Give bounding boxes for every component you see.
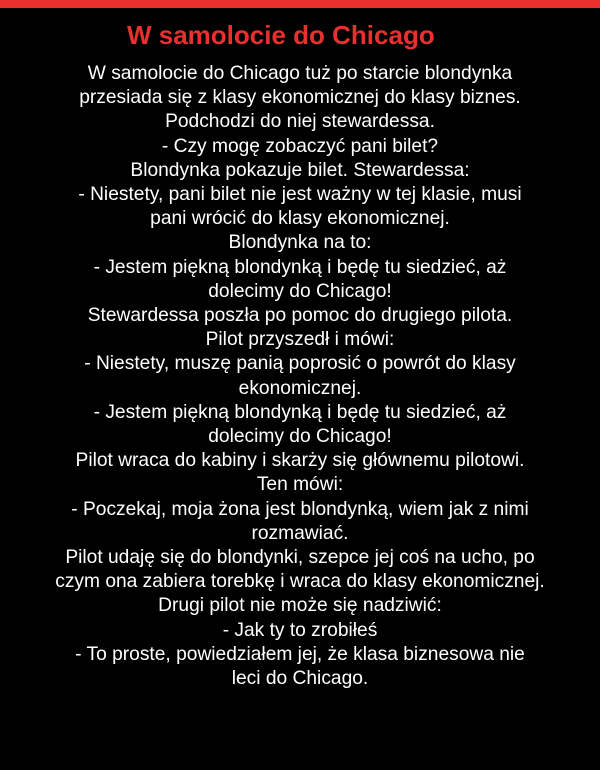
story-line: - To proste, powiedziałem jej, że klasa biznesowa nie — [75, 643, 525, 665]
story-line: dolecimy do Chicago! — [208, 280, 392, 302]
story-line: Stewardessa poszła po pomoc do drugiego pilota. — [87, 305, 513, 327]
story-line: Podchodzi do niej stewardessa. — [165, 111, 435, 133]
story-line: - Czy mogę zobaczyć pani bilet? — [161, 135, 439, 157]
story-line: Drugi pilot nie może się nadziwić: — [158, 595, 442, 617]
story-line: Ten mówi: — [256, 474, 344, 496]
story-line: Pilot przyszedł i mówi: — [205, 329, 395, 351]
story-line: - Jestem piękną blondynką i będę tu siedzieć, aż — [93, 256, 507, 278]
story-line: - Poczekaj, moja żona jest blondynką, wiem jak z nimi — [71, 498, 529, 520]
story-line: Pilot wraca do kabiny i skarży się głównemu pilotowi. — [75, 450, 525, 472]
story-line: - Niestety, muszę panią poprosić o powrót do klasy — [84, 353, 516, 375]
story-line: - Jestem piękną blondynką i będę tu siedzieć, aż — [93, 401, 507, 423]
story-line: przesiada się z klasy ekonomicznej do klasy biznes. — [79, 87, 521, 109]
story-line: pani wrócić do klasy ekonomicznej. — [150, 208, 450, 230]
story-line: rozmawiać. — [251, 522, 349, 544]
story-line: W samolocie do Chicago tuż po starcie blondynka — [87, 63, 513, 84]
story-line: ekonomicznej. — [238, 377, 362, 399]
story-line: Blondynka pokazuje bilet. Stewardessa: — [130, 159, 470, 181]
story-line: Blondynka na to: — [228, 232, 372, 254]
story-line: czym ona zabiera torebkę i wraca do klasy ekonomicznej. — [55, 571, 545, 593]
top-accent-bar — [0, 0, 600, 8]
story-line: - Niestety, pani bilet nie jest ważny w tej klasie, musi — [78, 184, 522, 206]
story-line: dolecimy do Chicago! — [208, 426, 392, 448]
story-line: Pilot udaję się do blondynki, szepce jej coś na ucho, po — [65, 547, 535, 569]
page-title: W samolocie do Chicago — [127, 20, 435, 50]
story-line: leci do Chicago. — [231, 668, 369, 690]
story-text — [0, 62, 600, 691]
story-line: - Jak ty to zrobiłeś — [222, 619, 378, 641]
